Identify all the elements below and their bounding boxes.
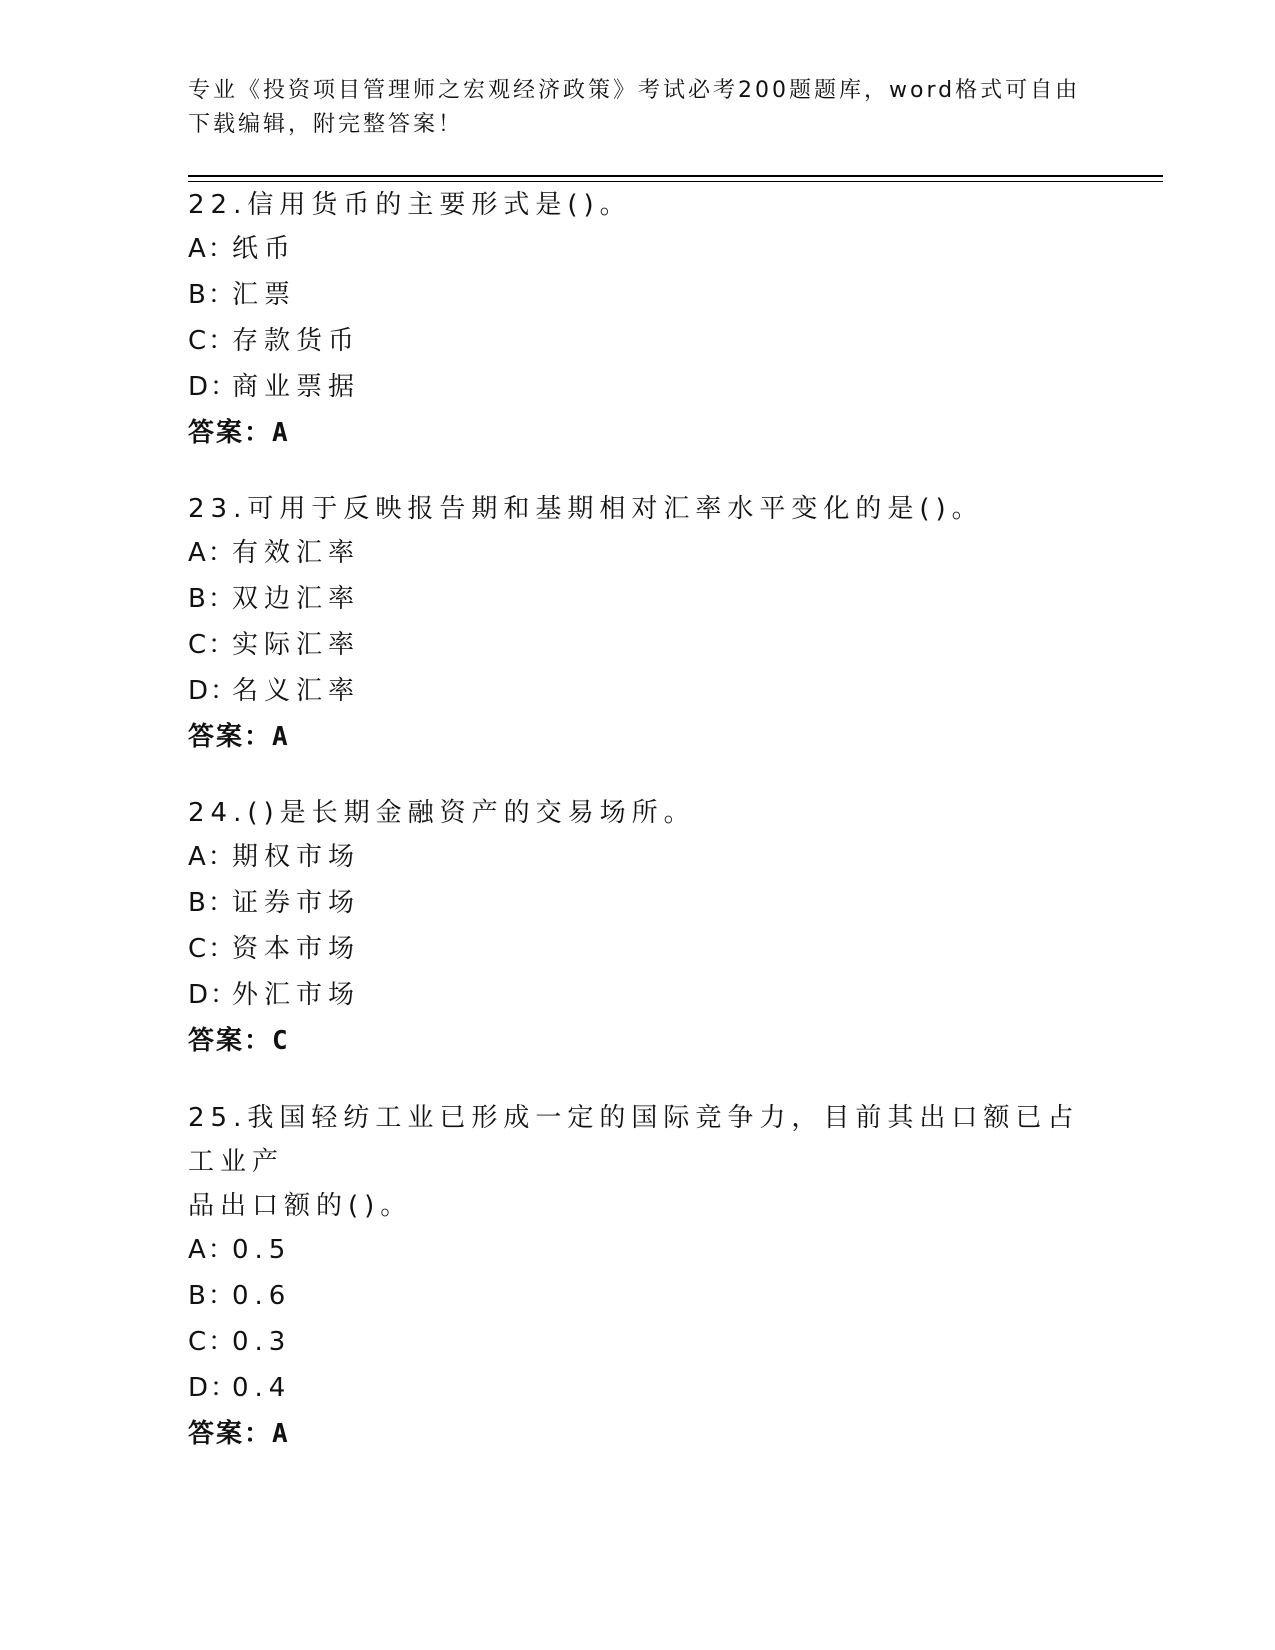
option-letter: D： [188, 372, 239, 402]
question-title: 23.可用于反映报告期和基期相对汇率水平变化的是()。 [188, 494, 984, 524]
option-text: 双边汇率 [232, 584, 361, 614]
option-c [188, 927, 1088, 973]
option-text: 证券市场 [232, 888, 361, 918]
answer-label: 答案： [188, 1419, 273, 1449]
option-text: 0.5 [232, 1235, 292, 1265]
answer-line [188, 1019, 1088, 1065]
option-text: 有效汇率 [232, 538, 361, 568]
option-text: 外汇市场 [232, 980, 361, 1010]
question-24 [188, 791, 1088, 1065]
question-22 [188, 183, 1088, 457]
header-line-1: 专业《投资项目管理师之宏观经济政策》考试必考200题题库，word格式可自由 [188, 78, 1081, 103]
answer-label: 答案： [188, 1026, 273, 1056]
answer-line [188, 715, 1088, 761]
option-d [188, 669, 1088, 715]
answer-line [188, 411, 1088, 457]
option-c [188, 319, 1088, 365]
option-letter: A： [188, 1235, 236, 1265]
option-text: 0.3 [232, 1327, 292, 1357]
answer-label: 答案： [188, 418, 273, 448]
option-letter: A： [188, 234, 236, 264]
option-letter: D： [188, 1373, 239, 1403]
question-title-line-1: 25.我国轻纺工业已形成一定的国际竞争力，目前其出口额已占工业产 [188, 1103, 1080, 1177]
option-text: 实际汇率 [232, 630, 361, 660]
option-a [188, 1228, 1088, 1274]
option-text: 资本市场 [232, 934, 361, 964]
question-title: 22.信用货币的主要形式是()。 [188, 190, 632, 220]
option-letter: A： [188, 842, 236, 872]
option-letter: C： [188, 326, 237, 356]
option-text: 纸币 [232, 234, 297, 264]
option-d [188, 365, 1088, 411]
option-d [188, 1366, 1088, 1412]
option-letter: C： [188, 1327, 237, 1357]
option-b [188, 273, 1088, 319]
answer-value: A [272, 722, 288, 752]
answer-value: A [272, 1419, 288, 1449]
option-c [188, 1320, 1088, 1366]
header-divider-thin [188, 181, 1163, 182]
option-text: 汇票 [232, 280, 297, 310]
option-text: 期权市场 [232, 842, 361, 872]
answer-value: C [272, 1026, 288, 1056]
document-header [188, 74, 1088, 142]
option-text: 名义汇率 [232, 676, 361, 706]
question-title-line-2: 品出口额的()。 [188, 1191, 413, 1221]
option-letter: C： [188, 630, 237, 660]
question-23 [188, 487, 1088, 761]
answer-line [188, 1412, 1088, 1458]
option-letter: A： [188, 538, 236, 568]
header-line-2: 下载编辑，附完整答案！ [188, 112, 464, 137]
answer-label: 答案： [188, 722, 273, 752]
question-title: 24.()是长期金融资产的交易场所。 [188, 798, 696, 828]
option-letter: D： [188, 980, 239, 1010]
option-text: 存款货币 [232, 326, 361, 356]
option-d [188, 973, 1088, 1019]
option-b [188, 1274, 1088, 1320]
option-a [188, 531, 1088, 577]
header-divider-thick [188, 175, 1163, 177]
option-text: 商业票据 [232, 372, 361, 402]
option-letter: B： [188, 888, 236, 918]
option-letter: B： [188, 584, 236, 614]
question-25 [188, 1096, 1088, 1458]
option-text: 0.4 [232, 1373, 292, 1403]
option-letter: D： [188, 676, 239, 706]
option-letter: C： [188, 934, 237, 964]
option-a [188, 835, 1088, 881]
option-text: 0.6 [232, 1281, 292, 1311]
option-letter: B： [188, 280, 236, 310]
option-a [188, 227, 1088, 273]
option-b [188, 881, 1088, 927]
option-c [188, 623, 1088, 669]
option-letter: B： [188, 1281, 236, 1311]
answer-value: A [272, 418, 288, 448]
option-b [188, 577, 1088, 623]
